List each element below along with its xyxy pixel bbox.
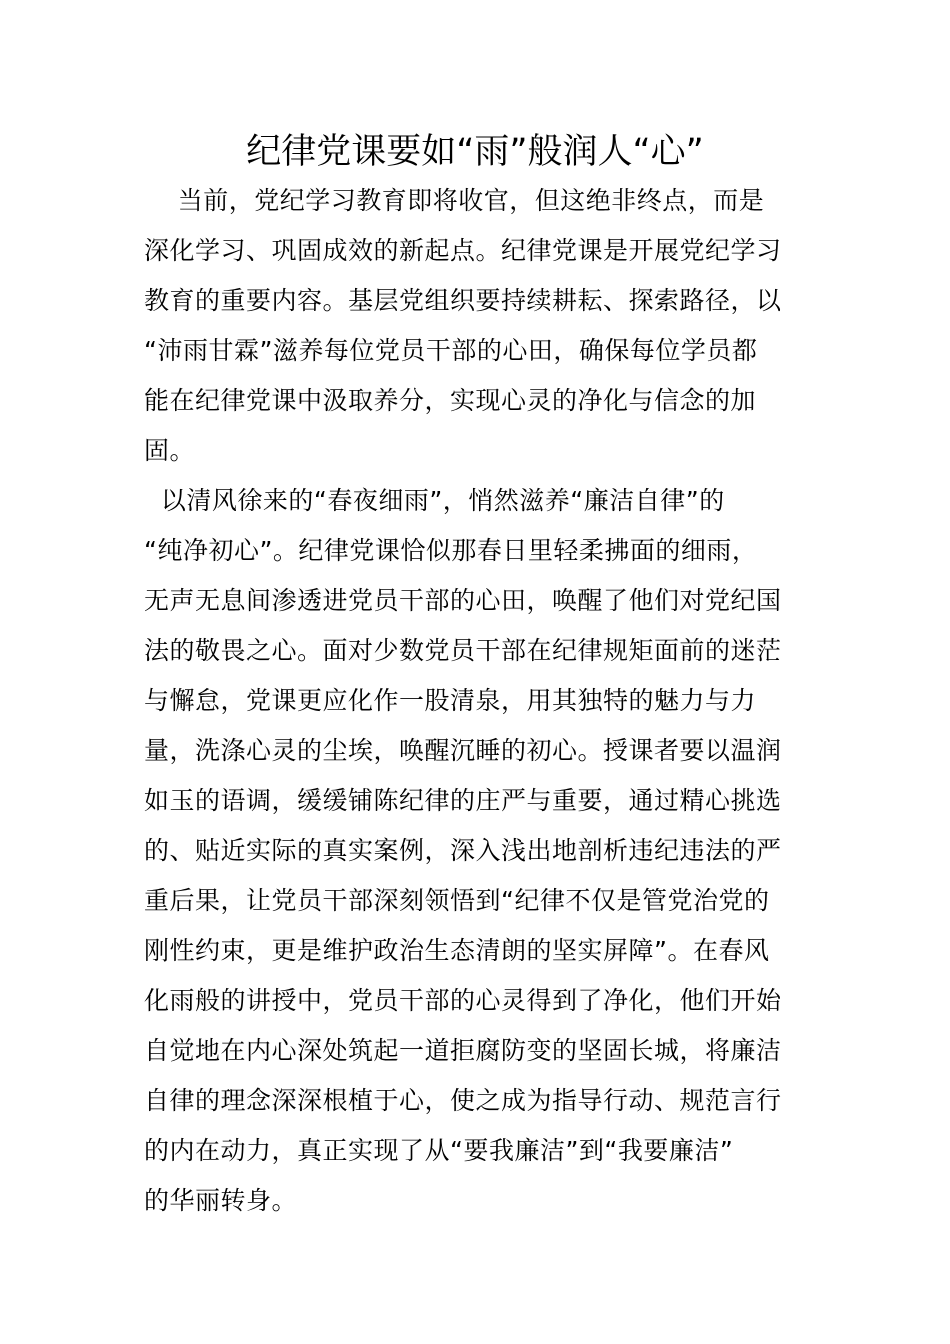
paragraph-line: 量，洗涤心灵的尘埃，唤醒沉睡的初心。授课者要以温润: [144, 736, 782, 765]
paragraph-line: 与懈怠，党课更应化作一股清泉，用其独特的魅力与力: [144, 686, 757, 715]
paragraph-line: 的华丽转身。: [144, 1186, 298, 1215]
document-title: 纪律党课要如“雨”般润人“心”: [246, 132, 704, 172]
paragraph-line: 的、贴近实际的真实案例，深入浅出地剖析违纪违法的严: [144, 836, 782, 865]
paragraph-line: 无声无息间渗透进党员干部的心田，唤醒了他们对党纪国: [144, 586, 782, 615]
paragraph-line: 自觉地在内心深处筑起一道拒腐防变的坚固长城，将廉洁: [144, 1036, 782, 1065]
paragraph-line: 重后果，让党员干部深刻领悟到“纪律不仅是管党治党的: [144, 886, 770, 915]
paragraph-line: 以清风徐来的“春夜细雨”，悄然滋养“廉洁自律”的: [144, 486, 725, 515]
paragraph-line: “沛雨甘霖”滋养每位党员干部的心田，确保每位学员都: [144, 336, 758, 365]
paragraph-line: 刚性约束，更是维护政治生态清朗的坚实屏障”。在春风: [144, 936, 770, 965]
paragraph-line: 自律的理念深深根植于心，使之成为指导行动、规范言行: [144, 1086, 782, 1115]
document-body: [144, 176, 814, 1226]
paragraph-line: 如玉的语调，缓缓铺陈纪律的庄严与重要，通过精心挑选: [144, 786, 782, 815]
paragraph-line: 教育的重要内容。基层党组织要持续耕耘、探索路径，以: [144, 286, 782, 315]
paragraph-line: 固。: [144, 436, 196, 465]
paragraph-line: 化雨般的讲授中，党员干部的心灵得到了净化，他们开始: [144, 986, 782, 1015]
paragraph-line: 深化学习、巩固成效的新起点。纪律党课是开展党纪学习: [144, 236, 782, 265]
paragraph-2: [144, 476, 814, 1226]
paragraph-1: [144, 176, 814, 476]
paragraph-line: 的内在动力，真正实现了从“要我廉洁”到“我要廉洁”: [144, 1136, 734, 1165]
paragraph-line: 法的敬畏之心。面对少数党员干部在纪律规矩面前的迷茫: [144, 636, 782, 665]
paragraph-line: 能在纪律党课中汲取养分，实现心灵的净化与信念的加: [144, 386, 757, 415]
paragraph-line: 当前，党纪学习教育即将收官，但这绝非终点，而是: [144, 186, 765, 215]
paragraph-line: “纯净初心”。纪律党课恰似那春日里轻柔拂面的细雨，: [144, 536, 758, 565]
